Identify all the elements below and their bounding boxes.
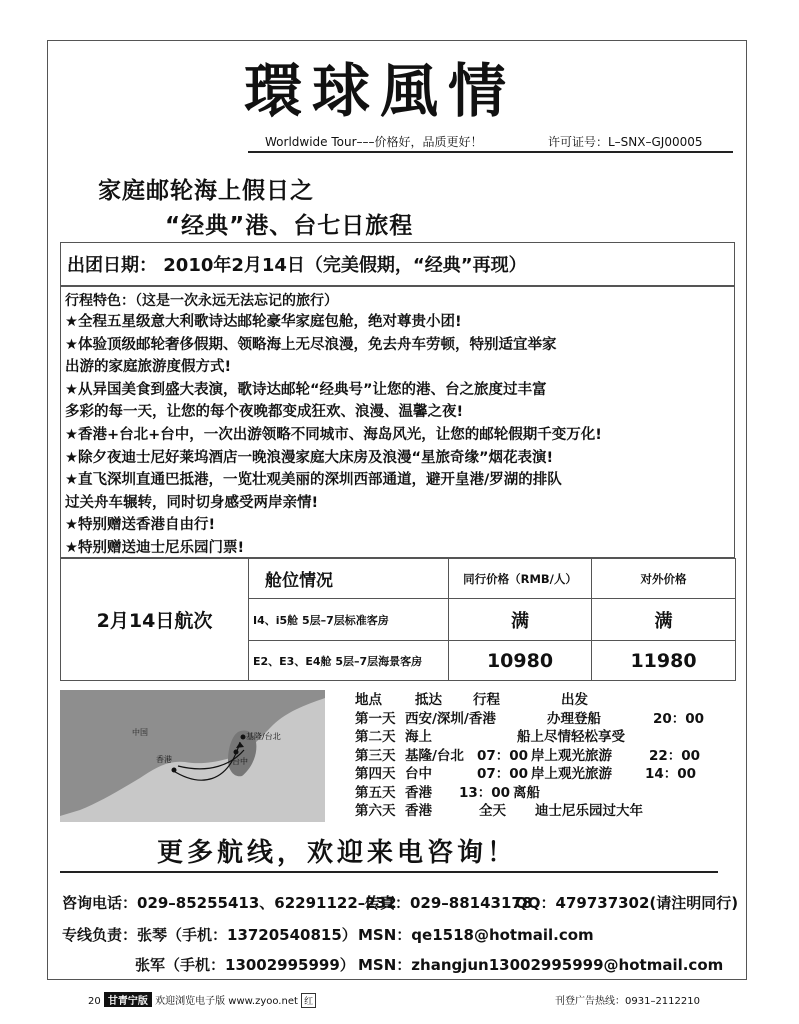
- itinerary-depart: 14：00: [645, 766, 697, 782]
- cabin-type: I4、i5舱 5层–7层标准客房: [249, 599, 449, 641]
- feature-item: ★香港+台北+台中，一次出游领略不同城市、海岛风光，让您的邮轮假期千变万化!: [65, 426, 602, 443]
- feature-item: ★特别赠送迪士尼乐园门票!: [65, 539, 245, 556]
- feature-item: ★从异国美食到盛大表演，歌诗达邮轮“经典号”让您的港、台之旅度过丰富: [65, 381, 547, 398]
- itinerary-depart: 22：00: [649, 747, 701, 764]
- feature-item: ★除夕夜迪士尼好莱坞酒店一晚浪漫家庭大床房及浪漫“星旅奇缘”烟花表演!: [65, 449, 554, 466]
- features-title: 行程特色：（这是一次永远无法忘记的旅行）: [65, 293, 338, 309]
- contact-divider: [60, 871, 718, 873]
- label-hongkong: 香港: [156, 755, 172, 764]
- feature-item: ★特别赠送香港自由行!: [65, 517, 216, 534]
- itinerary-plan: 离船: [513, 784, 540, 801]
- label-taichung: 台中: [232, 757, 248, 766]
- price-table: [60, 558, 736, 681]
- itinerary-place: 基隆/台北: [405, 747, 464, 764]
- contact-person-1: 专线负责：张琴（手机：13720540815）: [62, 926, 357, 944]
- feature-item: 过关舟车辗转，同时切身感受两岸亲情!: [65, 494, 319, 511]
- itinerary-day: 第四天: [355, 766, 396, 782]
- headline-line-1: 家庭邮轮海上假日之: [98, 178, 314, 204]
- feature-item: ★直飞深圳直通巴抵港，一览壮观美丽的深圳西部通道，避开皇港/罗湖的排队: [65, 472, 562, 489]
- price-header-row: [61, 559, 736, 599]
- more-routes-slogan: 更多航线，欢迎来电咨询！: [157, 838, 518, 868]
- itinerary-arrive: 07：00: [477, 747, 529, 764]
- header-peer-price: 同行价格（RMB/人）: [449, 559, 592, 599]
- browse-text: 欢迎浏览电子版 www.zyoo.net: [155, 996, 298, 1007]
- feature-item: ★全程五星级意大利歌诗达邮轮豪华家庭包舱，绝对尊贵小团!: [65, 314, 462, 330]
- hongkong-marker-icon: [172, 768, 177, 773]
- header-cabin: 舱位情况: [249, 559, 449, 599]
- sailing-date: 2月14日航次: [61, 559, 249, 681]
- cabin-type: E2、E3、E4舱 5层–7层海景客房: [249, 641, 449, 681]
- contact-msn-2: MSN：zhangjun13002995999@hotmail.com: [358, 956, 724, 974]
- departure-date-box: [60, 242, 735, 286]
- agency-logo: 環球風情: [243, 57, 516, 125]
- itinerary-day: 第二天: [355, 729, 396, 745]
- contact-fax: 传真：029–88143178: [365, 894, 533, 912]
- header-place: 地点: [355, 692, 382, 708]
- taichung-marker-icon: [234, 750, 239, 755]
- features-box: [60, 286, 735, 558]
- itinerary-place: 香港: [405, 784, 432, 801]
- departure-date: 出团日期： 2010年2月14日（完美假期，“经典”再现）: [67, 255, 527, 276]
- keelung-marker-icon: [241, 735, 246, 740]
- header-public-price: 对外价格: [592, 559, 736, 599]
- public-price: 满: [592, 599, 736, 641]
- label-keelung: 基隆/台北: [246, 732, 281, 741]
- ad-hotline: 刊登广告热线：0931–2112210: [555, 996, 700, 1007]
- feature-item: 出游的家庭旅游度假方式!: [65, 359, 232, 376]
- public-price: 11980: [592, 641, 736, 681]
- header-arrive: 抵达: [415, 692, 442, 708]
- header-depart: 出发: [561, 692, 588, 708]
- itinerary-arrive: 13：00: [459, 784, 511, 801]
- itinerary-day: 第五天: [355, 784, 396, 801]
- edition-badge: 甘青宁版: [104, 992, 152, 1007]
- itinerary-place: 西安/深圳/香港: [405, 710, 496, 727]
- itinerary-arrive: 07：00: [477, 766, 529, 782]
- itinerary-arrive: 全天: [479, 803, 506, 819]
- itinerary-day: 第六天: [355, 803, 396, 819]
- page-number: 20: [88, 996, 101, 1007]
- contact-msn-1: MSN：qe1518@hotmail.com: [358, 926, 594, 944]
- contact-person-2: 张军（手机：13002995999）: [135, 956, 355, 974]
- itinerary-day: 第一天: [355, 710, 396, 727]
- peer-price: 10980: [449, 641, 592, 681]
- page-footer-left: [88, 992, 316, 1008]
- itinerary-plan: 岸上观光旅游: [531, 766, 612, 782]
- itinerary-place: 香港: [405, 803, 432, 819]
- license-number: 许可证号：L–SNX–GJ00005: [548, 135, 703, 149]
- contact-phone: 咨询电话：029–85255413、62291122–232: [62, 894, 397, 912]
- itinerary-plan: 办理登船: [547, 710, 601, 727]
- itinerary-plan: 岸上观光旅游: [531, 747, 612, 764]
- contact-qq: QQ：479737302(请注明同行): [515, 894, 739, 912]
- color-tag: 红: [301, 993, 316, 1008]
- itinerary-day: 第三天: [355, 747, 396, 764]
- itinerary-place: 海上: [405, 729, 432, 745]
- route-map: [60, 690, 325, 822]
- header-plan: 行程: [473, 692, 500, 708]
- itinerary-plan: 迪士尼乐园过大年: [535, 803, 643, 819]
- slogan: Worldwide Tour–––价格好，品质更好！: [265, 135, 483, 149]
- features-list: [65, 311, 602, 560]
- itinerary-place: 台中: [405, 766, 432, 782]
- itinerary-plan: 船上尽情轻松享受: [517, 729, 625, 745]
- feature-item: ★体验顶级邮轮奢侈假期、领略海上无尽浪漫，免去舟车劳顿，特别适宜举家: [65, 336, 557, 353]
- itinerary-depart: 20：00: [653, 710, 705, 727]
- label-china: 中国: [132, 728, 148, 737]
- headline-line-2: “经典”港、台七日旅程: [165, 213, 414, 239]
- feature-item: 多彩的每一天，让您的每个夜晚都变成狂欢、浪漫、温馨之夜!: [65, 404, 464, 421]
- peer-price: 满: [449, 599, 592, 641]
- header-divider: [248, 151, 733, 153]
